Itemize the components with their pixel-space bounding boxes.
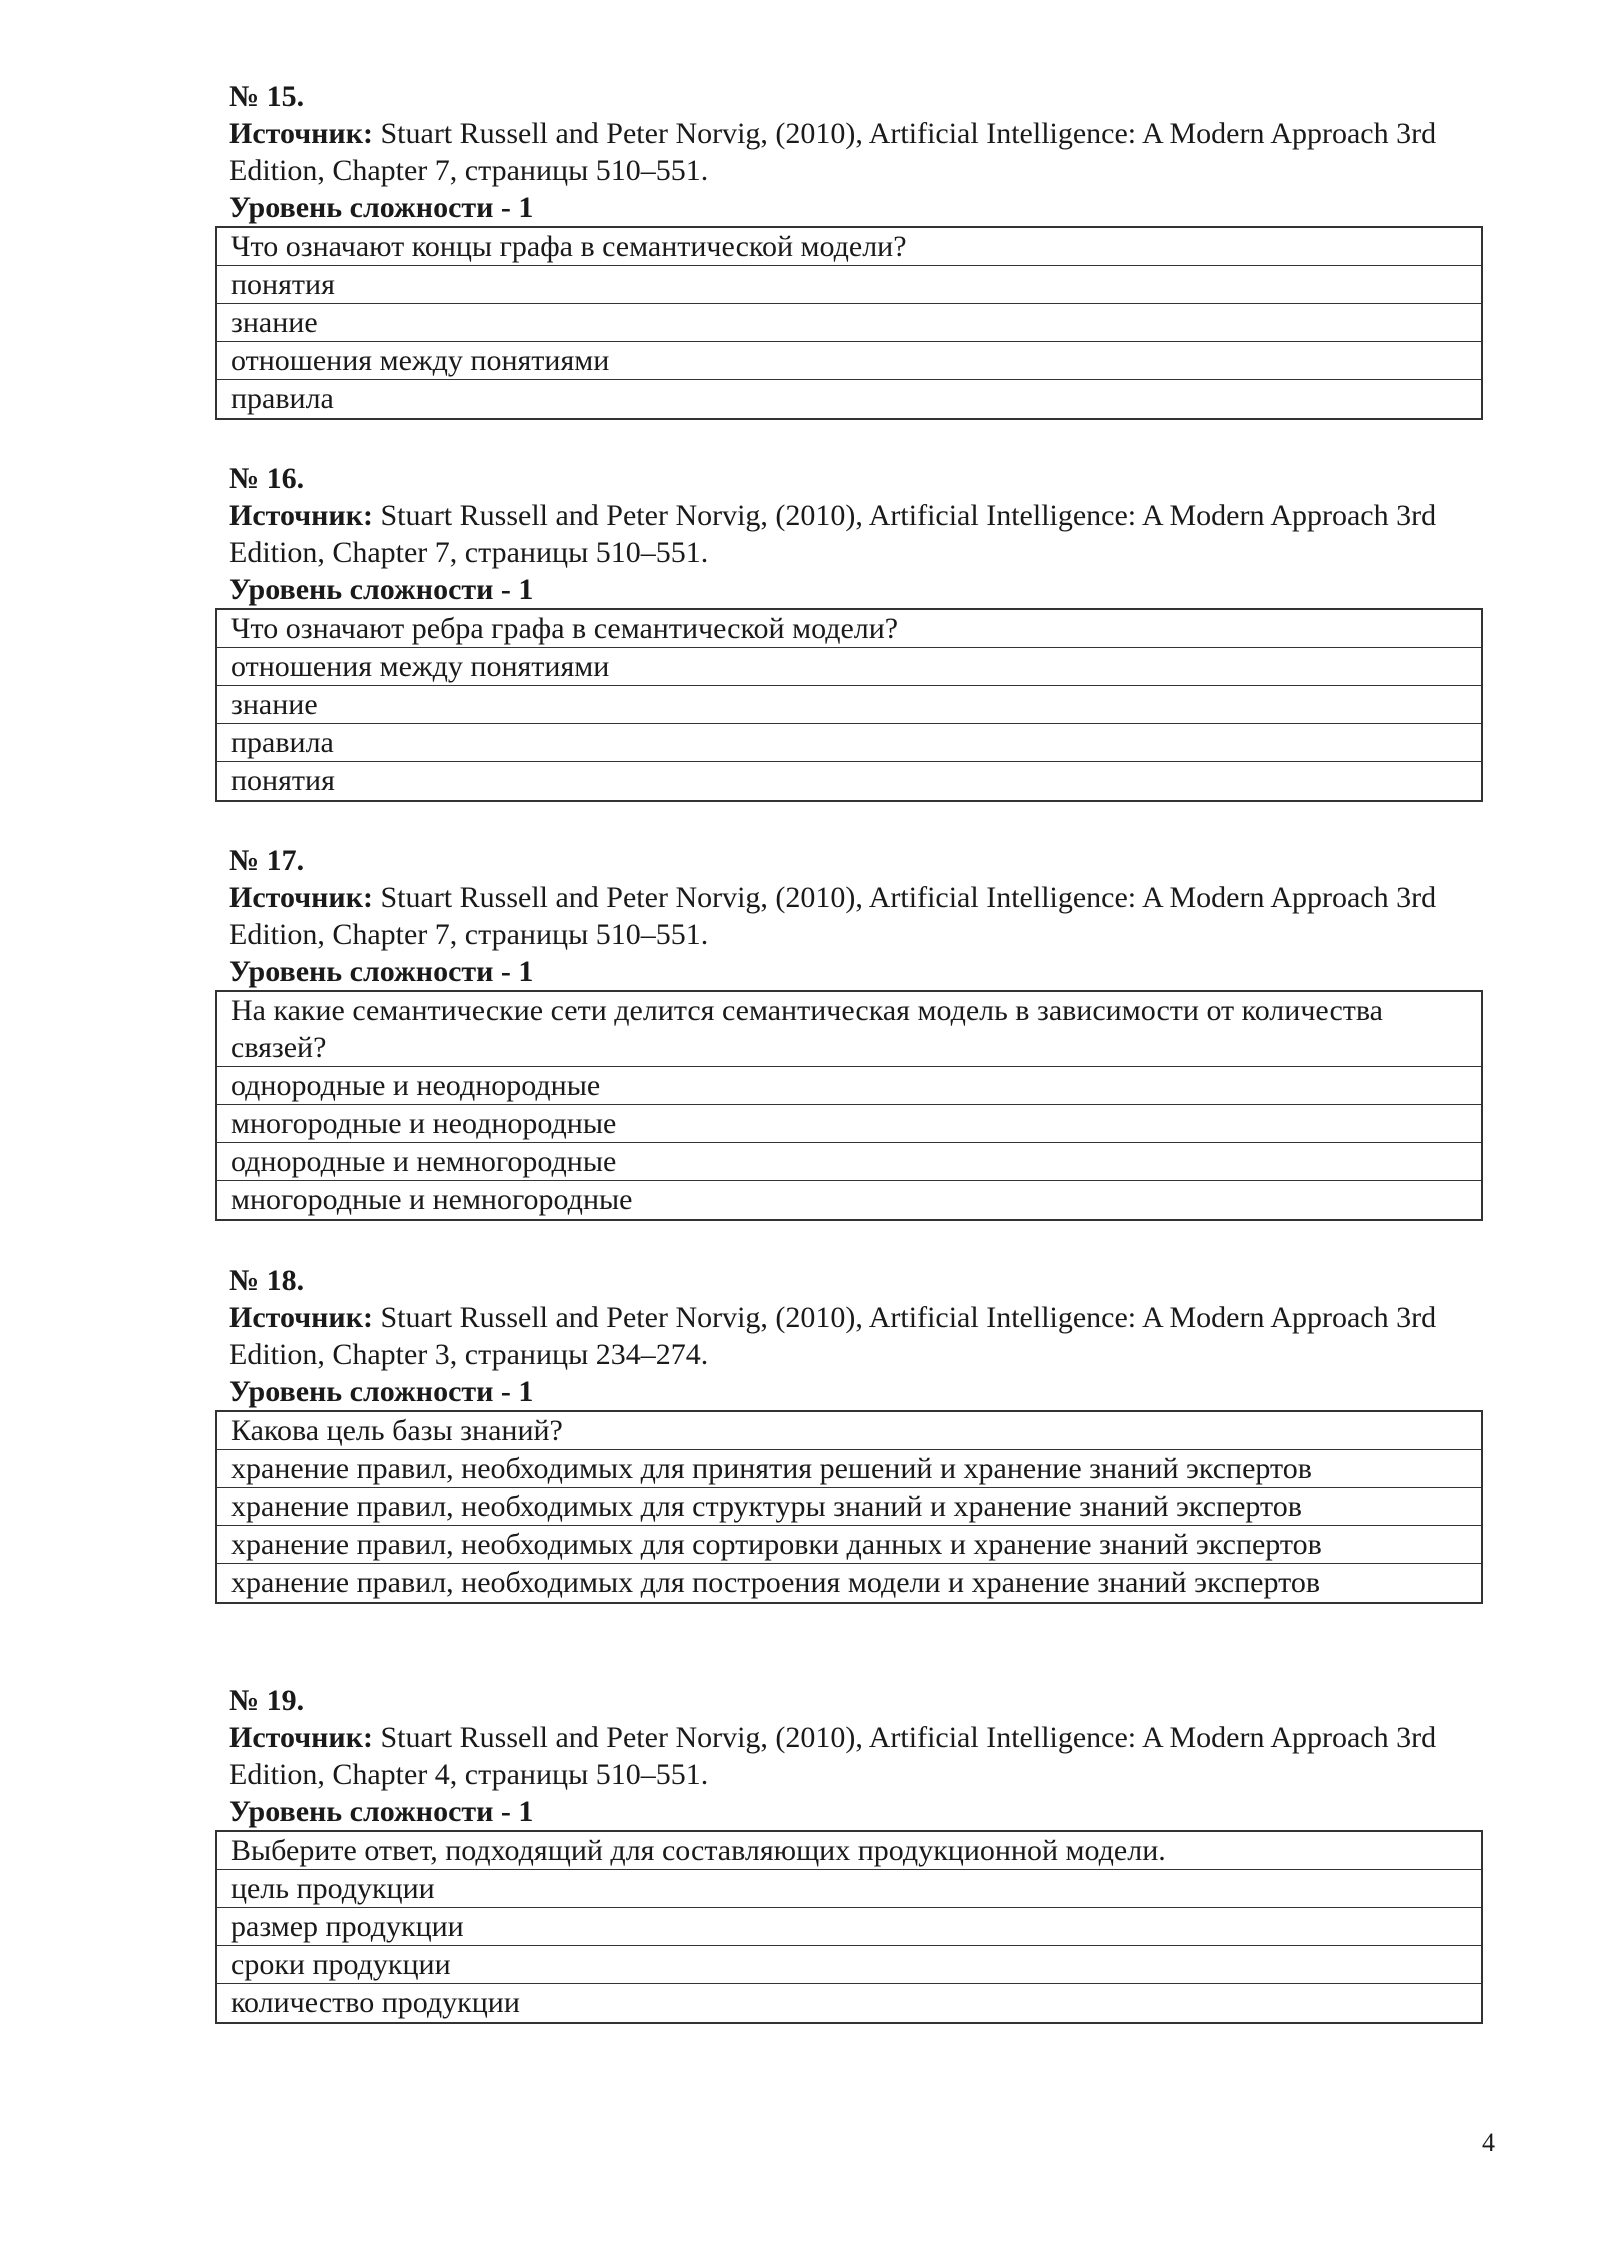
question-header [215, 1682, 1485, 1830]
question-header [215, 842, 1485, 990]
source-text: Stuart Russell and Peter Norvig, (2010), Artificial Intelligence: A Modern Approach 3rd Edition, Chapter 7, страницы 510–551. [229, 881, 1437, 951]
source-text: Stuart Russell and Peter Norvig, (2010), Artificial Intelligence: A Modern Approach 3rd Edition, Chapter 7, страницы 510–551. [229, 499, 1437, 569]
answer-option: хранение правил, необходимых для сортировки данных и хранение знаний экспертов [217, 1526, 1481, 1564]
question-table [215, 1830, 1483, 2024]
answer-option: знание [217, 686, 1481, 724]
question-source [229, 497, 1485, 571]
question-table [215, 608, 1483, 802]
answer-option: количество продукции [231, 1986, 520, 2019]
question-16 [215, 460, 1485, 802]
answer-option: отношения между понятиями [217, 648, 1481, 686]
question-prompt: Какова цель базы знаний? [217, 1412, 1481, 1450]
source-text: Stuart Russell and Peter Norvig, (2010), Artificial Intelligence: A Modern Approach 3rd Edition, Chapter 7, страницы 510–551. [229, 117, 1437, 187]
answer-option: однородные и немногородные [217, 1143, 1481, 1181]
question-number: № 19. [229, 1684, 305, 1717]
difficulty-level: Уровень сложности - 1 [229, 955, 534, 988]
question-source [229, 1299, 1485, 1373]
source-label: Источник: [229, 1301, 373, 1334]
question-prompt: Что означают концы графа в семантической модели? [217, 228, 1481, 266]
page-number: 4 [1482, 2128, 1495, 2157]
question-source [229, 115, 1485, 189]
question-15 [215, 78, 1485, 420]
question-prompt: На какие семантические сети делится семантическая модель в зависимости от количества связей? [217, 992, 1481, 1067]
question-header [215, 78, 1485, 226]
source-label: Источник: [229, 881, 373, 914]
answer-option: понятия [217, 266, 1481, 304]
answer-option: хранение правил, необходимых для структуры знаний и хранение знаний экспертов [217, 1488, 1481, 1526]
difficulty-level: Уровень сложности - 1 [229, 1795, 534, 1828]
question-prompt: Что означают ребра графа в семантической модели? [217, 610, 1481, 648]
answer-option: многородные и неоднородные [217, 1105, 1481, 1143]
answer-option: цель продукции [217, 1870, 1481, 1908]
answer-option: многородные и немногородные [231, 1183, 633, 1216]
question-table [215, 990, 1483, 1221]
question-number: № 15. [229, 80, 305, 113]
answer-option: правила [231, 382, 334, 415]
difficulty-level: Уровень сложности - 1 [229, 573, 534, 606]
answer-option: знание [217, 304, 1481, 342]
source-label: Источник: [229, 499, 373, 532]
answer-option: сроки продукции [217, 1946, 1481, 1984]
question-header [215, 460, 1485, 608]
answer-option: понятия [231, 764, 335, 797]
difficulty-level: Уровень сложности - 1 [229, 191, 534, 224]
question-19 [215, 1682, 1485, 2024]
question-number: № 16. [229, 462, 305, 495]
answer-option: хранение правил, необходимых для построения модели и хранение знаний экспертов [231, 1566, 1320, 1599]
source-text: Stuart Russell and Peter Norvig, (2010), Artificial Intelligence: A Modern Approach 3rd Edition, Chapter 3, страницы 234–274. [229, 1301, 1437, 1371]
source-label: Источник: [229, 1721, 373, 1754]
question-header [215, 1262, 1485, 1410]
answer-option: правила [217, 724, 1481, 762]
question-table [215, 226, 1483, 420]
question-number: № 17. [229, 844, 305, 877]
question-source [229, 1719, 1485, 1793]
difficulty-level: Уровень сложности - 1 [229, 1375, 534, 1408]
answer-option: хранение правил, необходимых для принятия решений и хранение знаний экспертов [217, 1450, 1481, 1488]
question-17 [215, 842, 1485, 1221]
source-text: Stuart Russell and Peter Norvig, (2010), Artificial Intelligence: A Modern Approach 3rd Edition, Chapter 4, страницы 510–551. [229, 1721, 1437, 1791]
question-number: № 18. [229, 1264, 305, 1297]
question-18 [215, 1262, 1485, 1604]
question-prompt: Выберите ответ, подходящий для составляющих продукционной модели. [217, 1832, 1481, 1870]
answer-option: отношения между понятиями [217, 342, 1481, 380]
answer-option: однородные и неоднородные [217, 1067, 1481, 1105]
question-table [215, 1410, 1483, 1604]
question-source [229, 879, 1485, 953]
source-label: Источник: [229, 117, 373, 150]
answer-option: размер продукции [217, 1908, 1481, 1946]
